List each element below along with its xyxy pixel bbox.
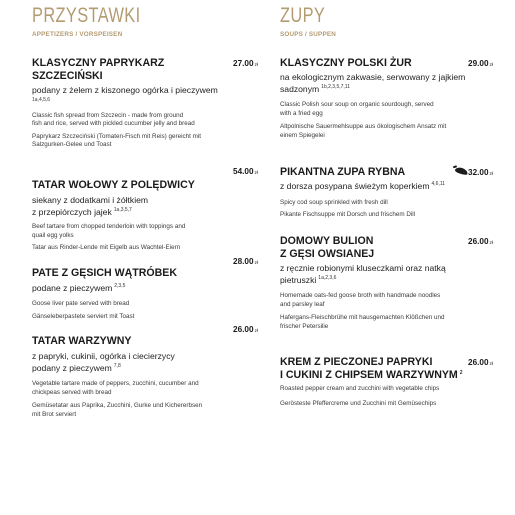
menu-item-description: na ekologicznym zakwasie, serwowany z jajkiem sadzonym $^{1b,2,3,5,7,11}$	[280, 72, 466, 94]
german-description: Hafergans-Fleischbrühe mit hausgemachten Klößchen und frischer Petersilie	[280, 314, 445, 330]
allergen-codes: 2,3,5	[114, 283, 126, 289]
german-description: Pikante Fischsuppe mit Dorsch und frischem Dill	[280, 211, 416, 219]
allergen-codes: 2	[459, 370, 463, 376]
menu-item-description: z ręcznie robionymi kluseczkami oraz natką pietruszki $^{1a,2,3,6}$	[280, 263, 446, 285]
soups-title: ZUPY	[280, 4, 326, 27]
menu-item-goose-pate	[32, 257, 258, 322]
starters-title: PRZYSTAWKI	[32, 4, 141, 27]
menu-item-price: 26.00zł	[468, 358, 493, 367]
allergen-codes: 1b,2,3,5,7,11	[321, 83, 350, 90]
menu-item-name: KREM Z PIECZONEJ PAPRYKI I CUKINI Z CHIPSEM WARZYWNYM $^2$	[280, 356, 463, 381]
menu-item-zur	[280, 57, 493, 140]
english-description: Classic fish spread from Szczecin - made from ground fish and rice, served with pickled cucumber jelly and bread	[32, 111, 195, 128]
menu-item-price: 27.00zł	[233, 59, 258, 68]
menu-item-name: KLASYCZNY POLSKI ŻUR	[280, 57, 412, 69]
menu-item-price: 54.00zł	[233, 167, 258, 176]
german-description: Gerösteste Pfeffercreme und Zucchini mit Gemüsechips	[280, 399, 437, 407]
german-description: Gänseleberpastete serviert mit Toast	[32, 313, 135, 321]
menu-item-name: PATE Z GĘSICH WĄTRÓBEK	[32, 267, 177, 279]
menu-item-price: 28.00zł	[233, 257, 258, 266]
german-description: Gemüsetatar aus Paprika, Zucchini, Gurke und Kichererbsen mit Brot serviert	[32, 402, 203, 418]
starters-subtitle: APPETIZERS / VORSPEISEN	[32, 31, 123, 38]
menu-item-vegetable-tartare	[32, 325, 258, 419]
menu-item-description: podane z pieczywem $^{2,3,5}$	[32, 283, 126, 293]
allergen-codes: 1a,4,5,6	[32, 96, 51, 103]
menu-item-paprykarz	[32, 57, 258, 150]
menu-item-name: DOMOWY BULION Z GĘSI OWSIANEJ	[280, 235, 375, 260]
menu-item-price: 32.00zł	[468, 168, 493, 177]
german-description: Tatar aus Rinder-Lende mit Eigelb aus Wachtel-Eiern	[32, 244, 181, 252]
menu-item-name: TATAR WOŁOWY Z POLĘDWICY	[32, 179, 195, 191]
menu-item-description: z dorsza posypana świeżym koperkiem $^{4,6,11}$	[280, 181, 446, 191]
menu-item-name: TATAR WARZYWNY	[32, 335, 132, 347]
menu-item-name: PIKANTNA ZUPA RYBNA	[280, 166, 406, 178]
allergen-codes: 7,8	[113, 362, 121, 369]
menu-item-name: KLASYCZNY PAPRYKARZ SZCZECIŃSKI	[32, 57, 165, 82]
menu-item-description: podany z żelem z kiszonego ogórka i pieczywem	[32, 85, 218, 95]
allergen-codes: 4,6,11	[431, 181, 446, 187]
soups-subtitle: SOUPS / SUPPEN	[280, 31, 336, 38]
german-description: Altpolnische Sauermehlsuppe aus ökologischem Ansatz mit einem Spiegelei	[280, 123, 447, 139]
allergen-codes: 1a,2,3,6	[318, 274, 337, 281]
menu-item-pepper-cream	[280, 356, 493, 408]
english-description: Beef tartare from chopped tenderloin with toppings and quail egg yolks	[32, 223, 186, 239]
menu-item-beef-tartare	[32, 167, 258, 253]
menu-item-price: 29.00zł	[468, 59, 493, 68]
english-description: Classic Polish sour soup on organic sourdough, served with a fried egg	[280, 101, 434, 117]
menu-item-price: 26.00zł	[233, 325, 258, 334]
english-description: Vegetable tartare made of peppers, zucchini, cucumber and chickpeas served with bread	[32, 380, 199, 396]
german-description: Paprykarz Szczeciński (Tomaten-Fisch mit Reis) gereicht mit Salzgurken-Gelee und Toast	[32, 132, 202, 149]
menu-item-price: 26.00zł	[468, 237, 493, 246]
menu-item-description: siekany z dodatkami i żółtkiem z przepiórczych jajek $^{1a,3,5,7}$	[32, 195, 149, 217]
english-description: Goose liver pate served with bread	[32, 299, 130, 307]
english-description: Spicy cod soup sprinkled with fresh dill	[280, 198, 388, 206]
menu-item-spicy-fish-soup	[280, 166, 493, 220]
english-description: Homemade oats-fed goose broth with handmade noodles and parsley leaf	[280, 292, 441, 308]
menu-item-goose-broth	[280, 235, 493, 331]
menu-item-description: z papryki, cukinii, ogórka i ciecierzycy podany z pieczywem $^{7,8}$	[32, 351, 175, 373]
english-description: Roasted pepper cream and zucchini with vegetable chips	[280, 385, 440, 392]
allergen-codes: 1a,3,5,7	[113, 206, 132, 213]
